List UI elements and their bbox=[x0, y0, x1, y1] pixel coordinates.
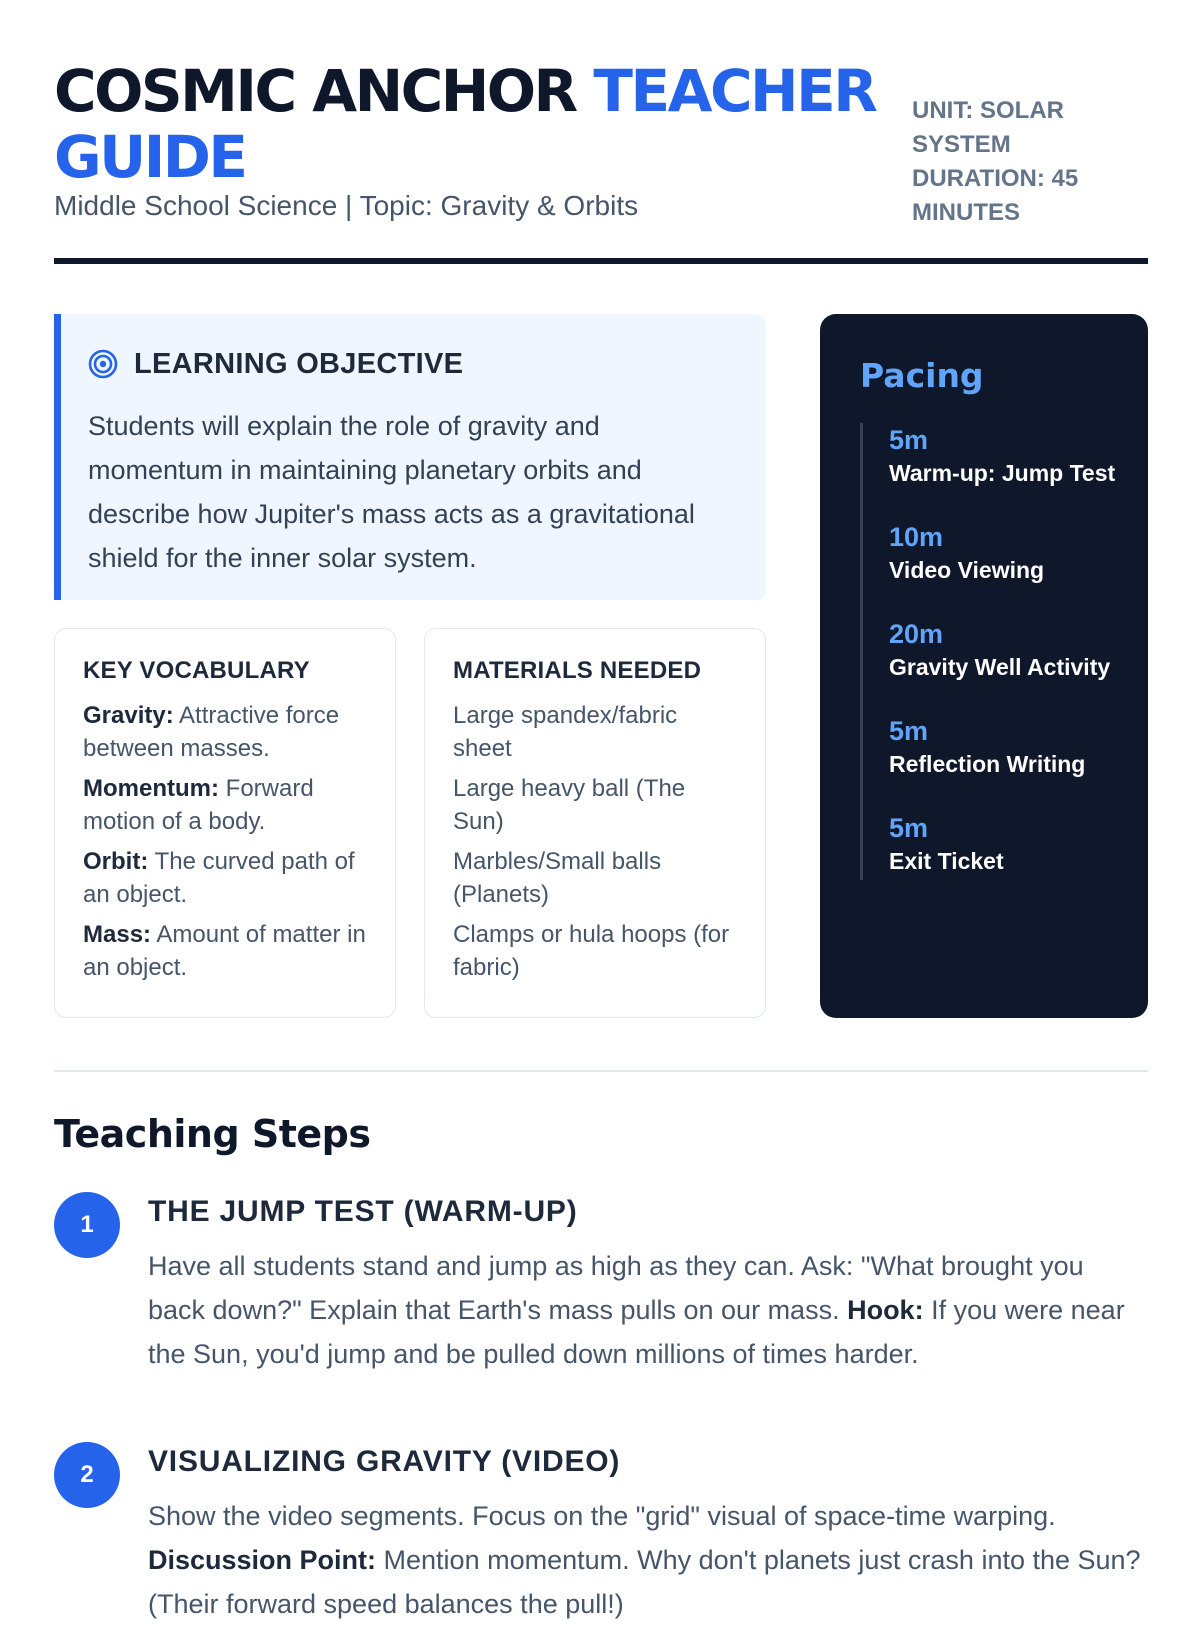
material-item: Marbles/Small balls (Planets) bbox=[453, 848, 662, 908]
pacing-time: 5m bbox=[889, 716, 929, 746]
pacing-timeline bbox=[860, 423, 1118, 880]
teaching-steps-title: Teaching Steps bbox=[54, 1112, 371, 1156]
pacing-panel bbox=[820, 314, 1148, 1018]
teacher-guide-page bbox=[54, 0, 1148, 1619]
vocab-term: Momentum: bbox=[83, 775, 219, 802]
materials-title: MATERIALS NEEDED bbox=[453, 657, 702, 684]
key-vocabulary-card bbox=[54, 628, 396, 1018]
vocab-item bbox=[83, 699, 369, 765]
material-item: Clamps or hula hoops (for fabric) bbox=[453, 921, 730, 981]
pacing-label: Video Viewing bbox=[889, 557, 1045, 583]
vocab-definition: Forward motion of a body. bbox=[83, 775, 314, 835]
pacing-time: 5m bbox=[889, 425, 929, 455]
step-text-after: If you were near the Sun, you'd jump and be pulled down millions of times harder. bbox=[148, 1295, 1125, 1369]
target-icon bbox=[88, 349, 118, 379]
pacing-label: Reflection Writing bbox=[889, 751, 1086, 777]
objective-text: Students will explain the role of gravity and momentum in maintaining planetary orbits and describe how Jupiter's mass acts as a gravitational shield for the inner solar system. bbox=[88, 411, 695, 573]
title-main: COSMIC ANCHOR bbox=[54, 57, 594, 125]
pacing-label: Gravity Well Activity bbox=[889, 654, 1111, 680]
vocab-definition: Amount of matter in an object. bbox=[83, 921, 366, 981]
vocabulary-title: KEY VOCABULARY bbox=[83, 657, 310, 684]
material-item: Large spandex/fabric sheet bbox=[453, 702, 678, 762]
material-item: Large heavy ball (The Sun) bbox=[453, 775, 686, 835]
step-text bbox=[148, 1494, 1148, 1626]
step-body bbox=[148, 1442, 1148, 1626]
objective-title: LEARNING OBJECTIVE bbox=[134, 347, 464, 380]
materials-needed-card bbox=[424, 628, 766, 1018]
step-text-strong: Discussion Point: bbox=[148, 1545, 377, 1575]
pacing-time: 20m bbox=[889, 619, 944, 649]
pacing-label: Exit Ticket bbox=[889, 848, 1004, 874]
pacing-item bbox=[889, 423, 1118, 490]
pacing-item bbox=[889, 811, 1118, 880]
page-title bbox=[54, 58, 884, 190]
vocab-item bbox=[83, 772, 369, 838]
step-number-badge: 1 bbox=[54, 1192, 120, 1258]
duration-label: DURATION: 45 MINUTES bbox=[912, 165, 1079, 226]
step-text-before: Show the video segments. Focus on the "grid" visual of space-time warping. bbox=[148, 1501, 1056, 1531]
pacing-item bbox=[889, 714, 1118, 781]
section-divider bbox=[54, 1070, 1148, 1072]
step-text bbox=[148, 1244, 1148, 1376]
learning-objective-box bbox=[54, 314, 766, 600]
header bbox=[54, 56, 1148, 264]
pacing-item bbox=[889, 520, 1118, 587]
pacing-time: 10m bbox=[889, 522, 944, 552]
title-accent: TEACHER GUIDE bbox=[54, 57, 876, 191]
step-title: VISUALIZING GRAVITY (VIDEO) bbox=[148, 1445, 621, 1478]
step-number-badge: 2 bbox=[54, 1442, 120, 1508]
vocab-definition: The curved path of an object. bbox=[83, 848, 355, 908]
step-title: THE JUMP TEST (WARM-UP) bbox=[148, 1195, 578, 1228]
objective-header bbox=[88, 344, 740, 384]
vocab-definition: Attractive force between masses. bbox=[83, 702, 340, 762]
step-text-strong: Hook: bbox=[847, 1295, 924, 1325]
unit-label: UNIT: SOLAR SYSTEM bbox=[912, 97, 1064, 158]
step-text-after: Mention momentum. Why don't planets just crash into the Sun? (Their forward speed balances the pull!) bbox=[148, 1545, 1141, 1619]
subtitle: Middle School Science | Topic: Gravity & Orbits bbox=[54, 190, 639, 221]
step-text-before: Have all students stand and jump as high as they can. Ask: "What brought you back down?" Explain that Earth's mass pulls on our mass. bbox=[148, 1251, 1084, 1325]
pacing-item bbox=[889, 617, 1118, 684]
vocab-item bbox=[83, 845, 369, 911]
pacing-label: Warm-up: Jump Test bbox=[889, 460, 1116, 486]
vocab-term: Gravity: bbox=[83, 702, 174, 729]
pacing-title: Pacing bbox=[860, 356, 984, 395]
vocab-item bbox=[83, 918, 369, 984]
pacing-time: 5m bbox=[889, 813, 929, 843]
vocab-term: Mass: bbox=[83, 921, 152, 948]
step-body bbox=[148, 1192, 1148, 1376]
lesson-meta bbox=[912, 94, 1148, 230]
vocab-term: Orbit: bbox=[83, 848, 149, 875]
